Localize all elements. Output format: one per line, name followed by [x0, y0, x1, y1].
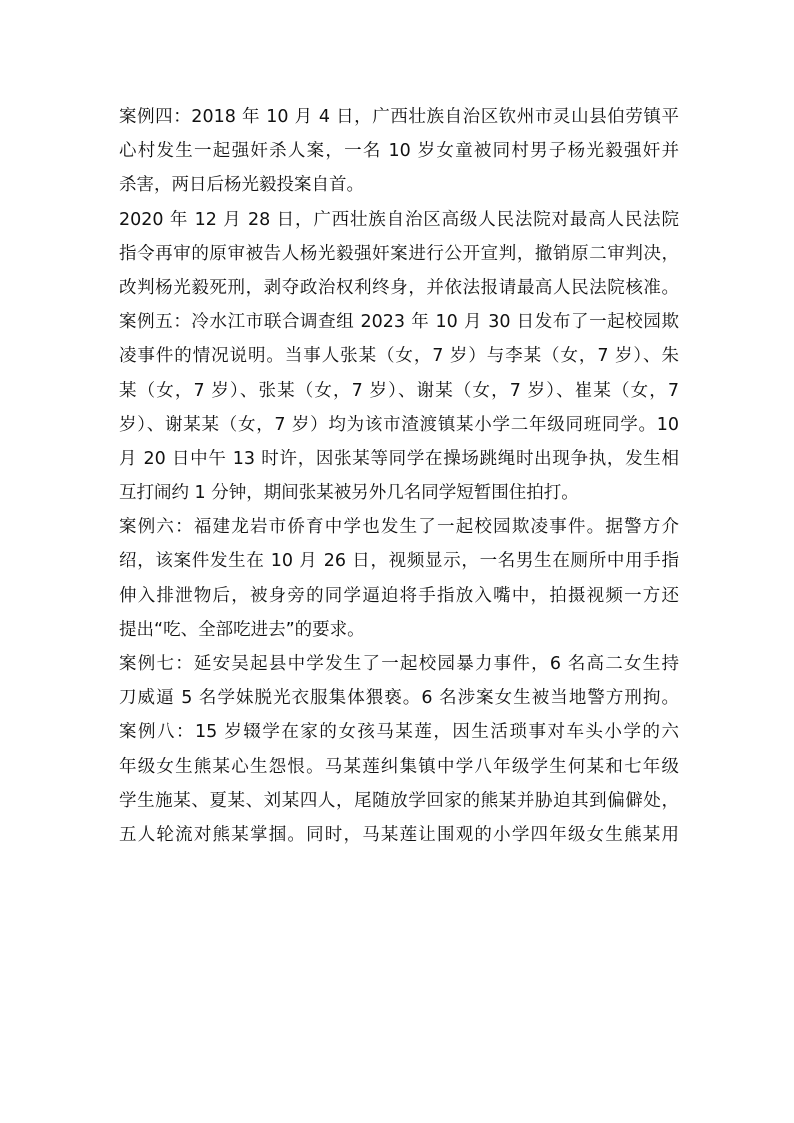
text-line: 月 20 日中午 13 时许，因张某等同学在操场跳绳时出现争执，发生相 — [119, 448, 679, 469]
text-line: 刀威逼 5 名学妹脱光衣服集体猥亵。6 名涉案女生被当地警方刑拘。 — [119, 688, 679, 709]
text-line: 凌事件的情况说明。当事人张某（女，7 岁）与李某（女，7 岁）、朱 — [119, 346, 679, 367]
text-line: 2020 年 12 月 28 日，广西壮族自治区高级人民法院对最高人民法院 — [119, 209, 679, 230]
text-line: 绍，该案件发生在 10 月 26 日，视频显示，一名男生在厕所中用手指 — [119, 551, 679, 572]
text-line: 案例四：2018 年 10 月 4 日，广西壮族自治区钦州市灵山县伯劳镇平 — [119, 107, 679, 127]
text-line: 伸入排泄物后，被身旁的同学逼迫将手指放入嘴中，拍摄视频一方还 — [119, 585, 679, 606]
text-line: 互打闹约 1 分钟，期间张某被另外几名同学短暂围住拍打。 — [119, 483, 579, 504]
text-line: 学生施某、夏某、刘某四人，尾随放学回家的熊某并胁迫其到偏僻处， — [119, 790, 679, 811]
document-body — [119, 100, 679, 852]
text-line: 案例七：延安吴起县中学发生了一起校园暴力事件，6 名高二女生持 — [119, 654, 679, 674]
text-line: 改判杨光毅死刑，剥夺政治权利终身，并依法报请最高人民法院核准。 — [119, 277, 679, 298]
text-line: 案例八：15 岁辍学在家的女孩马某莲，因生活琐事对车头小学的六 — [119, 722, 679, 743]
text-line: 杀害，两日后杨光毅投案自首。 — [119, 175, 364, 196]
text-line: 岁）、谢某某（女，7 岁）均为该市渣渡镇某小学二年级同班同学。10 — [119, 414, 679, 435]
text-line: 心村发生一起强奸杀人案，一名 10 岁女童被同村男子杨光毅强奸并 — [119, 141, 679, 162]
text-line: 案例五：冷水江市联合调查组 2023 年 10 月 30 日发布了一起校园欺 — [119, 312, 679, 333]
text-line: 提出“吃、全部吃进去”的要求。 — [119, 619, 365, 640]
text-line: 某（女，7 岁）、张某（女，7 岁）、谢某（女，7 岁）、崔某（女，7 — [119, 380, 679, 401]
text-line: 指令再审的原审被告人杨光毅强奸案进行公开宣判，撤销原二审判决， — [119, 243, 679, 264]
text-line: 五人轮流对熊某掌掴。同时，马某莲让围观的小学四年级女生熊某用 — [119, 824, 679, 845]
text-line: 案例六：福建龙岩市侨育中学也发生了一起校园欺凌事件。据警方介 — [119, 517, 679, 538]
text-line: 年级女生熊某心生怨恨。马某莲纠集镇中学八年级学生何某和七年级 — [119, 756, 679, 777]
